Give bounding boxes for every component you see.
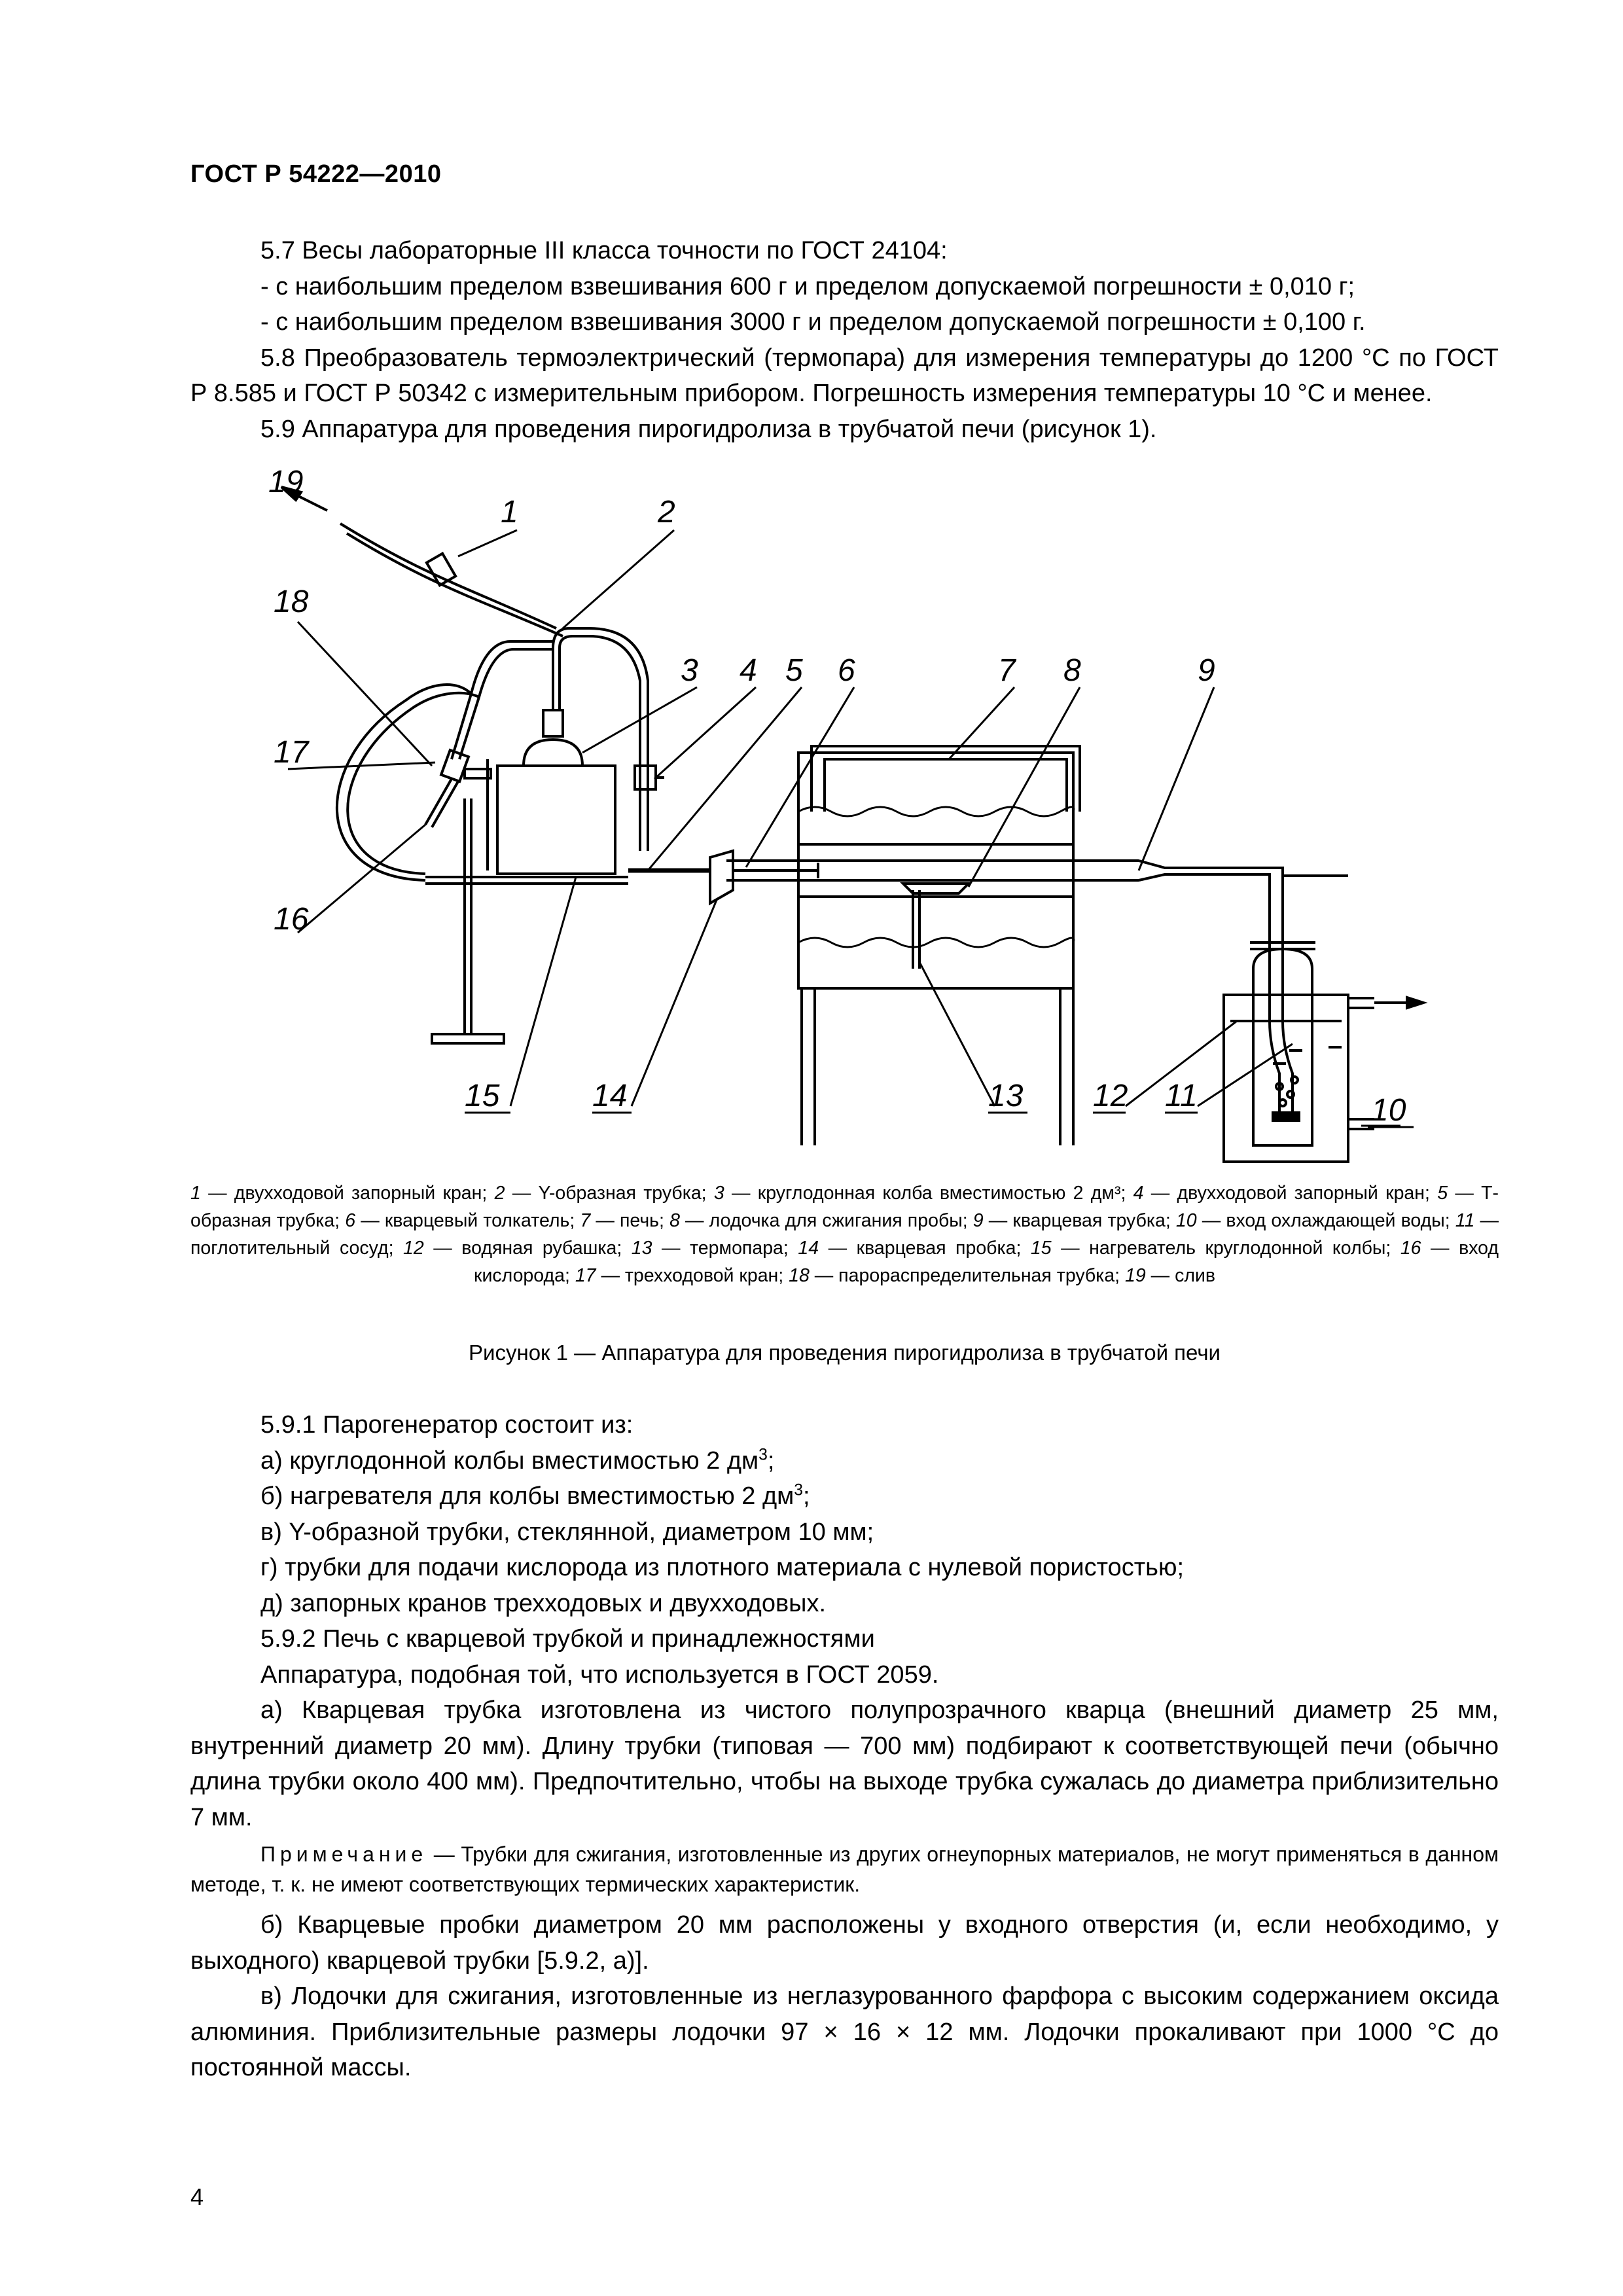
para-5-9-2-c: в) Лодочки для сжигания, изготовленные из неглазурованного фарфора с высоким содержанием оксида алюминия. Приблизительные размеры лодочки 97 × 16 × 12 мм. Лодочки прокаливают при 1000 °С до постоянной массы.: [190, 1982, 1499, 2081]
label-12: 12: [1093, 1079, 1128, 1113]
para-5-9-1-a: а) круглодонной колбы вместимостью 2 $дм^3$;: [260, 1445, 775, 1475]
legend-item: 4 — двухходовой запорный кран;: [1133, 1183, 1438, 1204]
label-16: 16: [274, 902, 309, 937]
legend-item: 8 — лодочка для сжигания пробы;: [669, 1210, 973, 1231]
legend-item: 1 — двухходовой запорный кран;: [190, 1183, 495, 1204]
steam-distributor: [337, 641, 553, 880]
label-1: 1: [501, 495, 518, 529]
legend-item: 10 — вход охлаждающей воды;: [1175, 1210, 1455, 1231]
label-10: 10: [1371, 1093, 1406, 1128]
para-5-8: 5.8 Преобразователь термоэлектрический (термопара) для измерения температуры до 1200 °С по ГОСТ Р 8.585 и ГОСТ Р 50342 с измерительным прибором. Погрешность измерения температуры 10 °С и менее.: [190, 344, 1499, 407]
label-9: 9: [1198, 653, 1215, 688]
legend-item: 12 — водяная рубашка;: [403, 1238, 632, 1259]
apparatus-diagram: [249, 458, 1453, 1165]
label-4: 4: [740, 653, 757, 688]
label-2: 2: [658, 495, 675, 529]
figure-legend: [190, 1179, 1499, 1289]
label-14: 14: [592, 1079, 628, 1113]
legend-item: 3 — круглодонная колба вместимостью 2 дм³;: [713, 1183, 1133, 1204]
figure-title: Рисунок 1 — Аппаратура для проведения пирогидролиза в трубчатой печи: [469, 1340, 1221, 1365]
quartz-pusher: [628, 863, 818, 878]
legend-item: 14 — кварцевая пробка;: [798, 1238, 1031, 1259]
para-5-9-1-e: д) запорных кранов трехходовых и двухходовых.: [260, 1589, 827, 1617]
note-label: Примечание: [260, 1842, 428, 1866]
legend-item: 2 — Y-образная трубка;: [494, 1183, 714, 1204]
page-number: 4: [190, 2183, 204, 2210]
label-19: 19: [268, 465, 304, 499]
para-5-9-1-d: г) трубки для подачи кислорода из плотного материала с нулевой пористостью;: [260, 1554, 1185, 1581]
section-top: [190, 233, 1499, 447]
legend-item: 5 — Т-образная трубка;: [190, 1183, 1499, 1231]
legend-item: 13 — термопара;: [631, 1238, 798, 1259]
legend-item: 6 — кварцевый толкатель;: [345, 1210, 580, 1231]
para-5-7-a: - с наибольшим пределом взвешивания 600 г и пределом допускаемой погрешности ± 0,010 г;: [260, 272, 1355, 300]
label-5: 5: [785, 653, 803, 688]
quartz-tube: [726, 861, 1348, 884]
legend-item: 11 — поглотительный сосуд;: [190, 1210, 1499, 1259]
support-stand: [425, 798, 628, 1043]
legend-item: 18 — парораспределительная трубка;: [789, 1265, 1126, 1286]
callout-labels: [268, 465, 1406, 1128]
quartz-stopper: [710, 851, 733, 903]
para-5-9-1-c: в) Y-образной трубки, стеклянной, диаметром 10 мм;: [260, 1518, 874, 1546]
para-5-9-2-a: а) Кварцевая трубка изготовлена из чистого полупрозрачного кварца (внешний диаметр 25 мм, внутренний диаметр 20 мм). Длину трубки (типовая — 700 мм) подбирают к соответствующей печи (обычно длина трубки около 400 мм). Предпочтительно, чтобы на выходе трубка сужалась до диаметра приблизительно 7 мм.: [190, 1696, 1499, 1831]
leader-lines: [288, 530, 1414, 1127]
para-5-9-2-intro: Аппаратура, подобная той, что используется в ГОСТ 2059.: [260, 1660, 939, 1689]
para-5-7: 5.7 Весы лабораторные III класса точности по ГОСТ 24104:: [260, 237, 948, 264]
label-13: 13: [988, 1079, 1024, 1113]
thermocouple: [913, 890, 919, 969]
legend-item: 17 — трехходовой кран;: [575, 1265, 789, 1286]
para-5-9-2: 5.9.2 Печь с кварцевой трубкой и принадлежностями: [260, 1625, 875, 1653]
label-18: 18: [274, 584, 309, 619]
label-8: 8: [1063, 653, 1081, 688]
flask-heater: [488, 710, 615, 874]
para-5-9-1-b: б) нагревателя для колбы вместимостью 2 $дм^3$;: [260, 1481, 810, 1510]
section-bottom: [190, 1407, 1499, 2086]
label-17: 17: [274, 735, 309, 770]
furnace: [798, 746, 1080, 1145]
label-11: 11: [1165, 1079, 1198, 1113]
legend-item: 15 — нагреватель круглодонной колбы;: [1030, 1238, 1400, 1259]
label-15: 15: [465, 1079, 500, 1113]
para-5-7-b: - с наибольшим пределом взвешивания 3000 г и пределом допускаемой погрешности ± 0,100 г.: [260, 308, 1366, 336]
label-7: 7: [998, 653, 1016, 688]
document-header: ГОСТ Р 54222—2010: [190, 160, 442, 188]
legend-item: 19 — слив: [1125, 1265, 1216, 1286]
para-5-9: 5.9 Аппаратура для проведения пирогидролиза в трубчатой печи (рисунок 1).: [260, 415, 1157, 443]
legend-item: 7 — печь;: [580, 1210, 670, 1231]
note: [190, 1839, 1499, 1899]
para-5-9-1: 5.9.1 Парогенератор состоит из:: [260, 1411, 633, 1439]
label-6: 6: [838, 653, 855, 688]
note-text: — Трубки для сжигания, изготовленные из других огнеупорных материалов, не могут применяться в данном методе, т. к. не имеют соответствующих термических характеристик.: [190, 1842, 1499, 1896]
legend-item: 16 — вход кислорода;: [473, 1238, 1499, 1286]
legend-item: 9 — кварцевая трубка;: [972, 1210, 1176, 1231]
label-3: 3: [681, 653, 698, 688]
para-5-9-2-b: б) Кварцевые пробки диаметром 20 мм расположены у входного отверстия (и, если необходимо, у выходного) кварцевой трубки [5.9.2, а)].: [190, 1911, 1499, 1975]
